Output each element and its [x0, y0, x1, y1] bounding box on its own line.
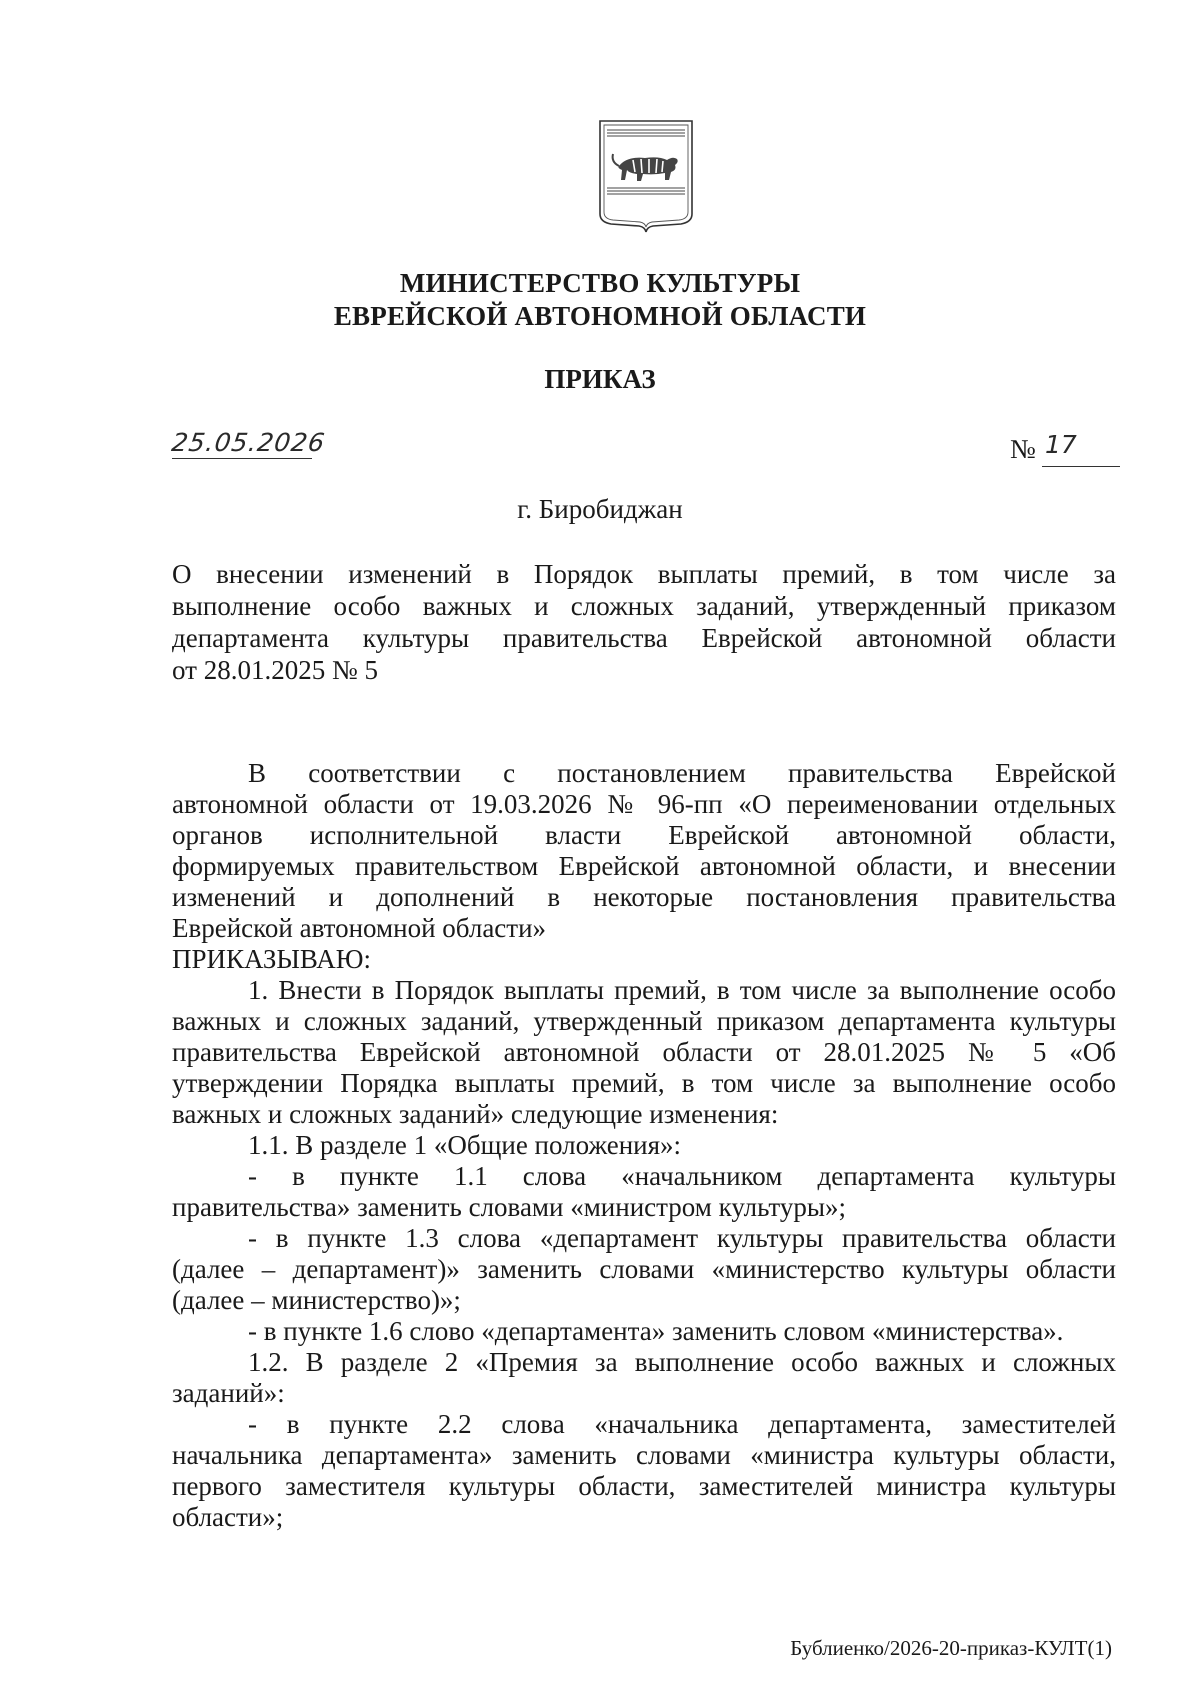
handwritten-date: 25.05.2026 [169, 428, 328, 457]
city-line: г. Биробиджан [517, 494, 683, 524]
body-line: важных и сложных заданий, утвержденный приказом департамента культуры [172, 1006, 1116, 1036]
body-line: правительства» заменить словами «министром культуры»; [172, 1192, 846, 1222]
body-line: - в пункте 1.6 слово «департамента» заменить словом «министерства». [248, 1316, 1064, 1346]
document-code: Бублиенко/2026-20-приказ-КУЛТ(1) [790, 1636, 1112, 1660]
body-line: (далее – департамент)» заменить словами «министерство культуры области [172, 1254, 1116, 1284]
body-line: - в пункте 1.1 слова «начальником департамента культуры [248, 1161, 1116, 1191]
body-line: 1.2. В разделе 2 «Премия за выполнение особо важных и сложных [248, 1347, 1116, 1377]
body-line: формируемых правительством Еврейской автономной области, и внесении [172, 851, 1116, 881]
order-directive: ПРИКАЗЫВАЮ: [172, 944, 371, 974]
body-line: В соответствии с постановлением правительства Еврейской [248, 758, 1116, 788]
body-line: 1.1. В разделе 1 «Общие положения»: [248, 1130, 682, 1160]
coat-of-arms-tiger-icon [597, 118, 695, 234]
title-line: О внесении изменений в Порядок выплаты премий, в том числе за [172, 559, 1116, 589]
body-line: области»; [172, 1502, 284, 1532]
title-line: департамента культуры правительства Еврейской автономной области [172, 623, 1116, 653]
body-line: автономной области от 19.03.2026 № 96-пп «О переименовании отдельных [172, 789, 1116, 819]
body-line: утверждении Порядка выплаты премий, в том числе за выполнение особо [172, 1068, 1116, 1098]
date-underline [172, 458, 312, 459]
ministry-name-line-1: МИНИСТЕРСТВО КУЛЬТУРЫ [399, 268, 801, 298]
body-line: - в пункте 2.2 слова «начальника департамента, заместителей [248, 1409, 1116, 1439]
order-title [172, 558, 1116, 686]
body-line: первого заместителя культуры области, заместителей министра культуры [172, 1471, 1116, 1501]
body-line: (далее – министерство)»; [172, 1285, 461, 1315]
body-line: 1. Внести в Порядок выплаты премий, в том числе за выполнение особо [248, 975, 1116, 1005]
body-line: заданий»: [172, 1378, 285, 1408]
document-type: ПРИКАЗ [544, 364, 656, 394]
body-line: - в пункте 1.3 слова «департамент культуры правительства области [248, 1223, 1116, 1253]
body-line: органов исполнительной власти Еврейской автономной области, [172, 820, 1116, 850]
handwritten-number: 17 [1045, 430, 1077, 459]
body-line: важных и сложных заданий» следующие изменения: [172, 1099, 779, 1129]
title-line: выполнение особо важных и сложных заданий, утвержденный приказом [172, 591, 1116, 621]
order-body [172, 758, 1116, 1533]
body-line: Еврейской автономной области» [172, 913, 547, 943]
number-label: № [1010, 434, 1036, 464]
ministry-name-line-2: ЕВРЕЙСКОЙ АВТОНОМНОЙ ОБЛАСТИ [333, 301, 867, 331]
body-line: начальника департамента» заменить словами «министра культуры области, [172, 1440, 1116, 1470]
body-line: изменений и дополнений в некоторые постановления правительства [172, 882, 1116, 912]
title-line: от 28.01.2025 № 5 [172, 655, 378, 685]
body-line: правительства Еврейской автономной области от 28.01.2025 № 5 «Об [172, 1037, 1116, 1067]
number-underline [1042, 466, 1120, 467]
